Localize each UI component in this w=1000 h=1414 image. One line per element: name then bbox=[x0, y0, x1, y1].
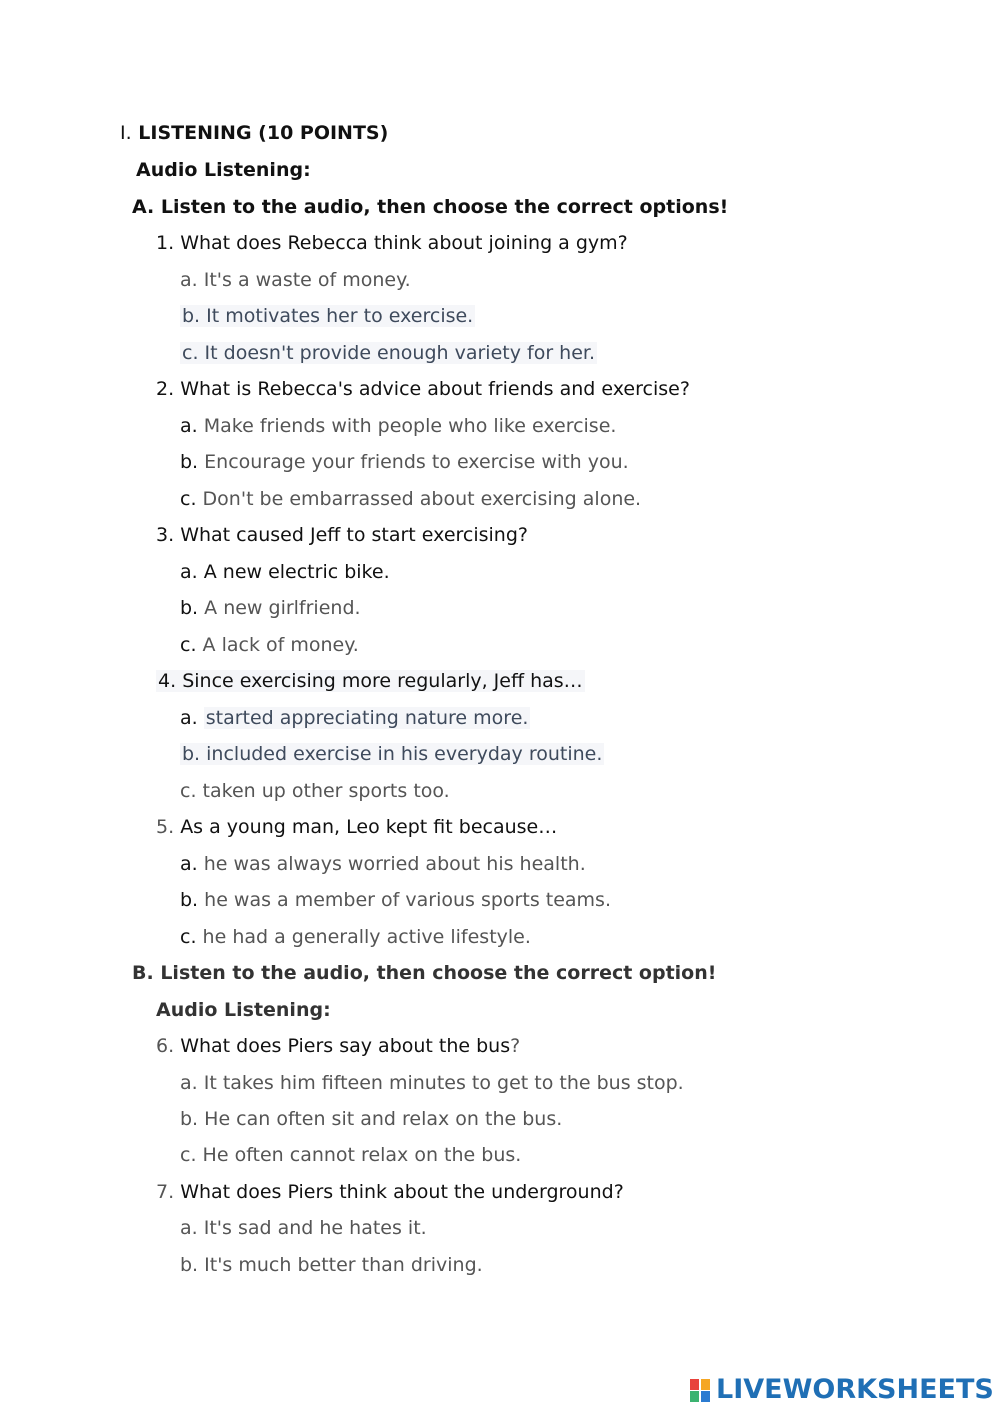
logo-mark-icon bbox=[690, 1377, 712, 1403]
part-b-instruction-line bbox=[132, 961, 716, 985]
part-a-letter: A. bbox=[132, 196, 155, 218]
option-3b[interactable]: b. A new girlfriend. bbox=[180, 597, 361, 619]
option-4a[interactable]: a. started appreciating nature more. bbox=[180, 707, 529, 729]
option-2b[interactable]: b. Encourage your friends to exercise with you. bbox=[180, 451, 629, 473]
option-2a[interactable]: a. Make friends with people who like exercise. bbox=[180, 415, 617, 437]
question-number: 4. bbox=[158, 670, 177, 692]
option-5b[interactable]: b. he was a member of various sports teams. bbox=[180, 889, 611, 911]
option-1b[interactable]: b. It motivates her to exercise. bbox=[182, 305, 474, 327]
option-4b[interactable]: b. included exercise in his everyday routine. bbox=[182, 743, 603, 765]
question-text: What does Piers say about the bus bbox=[180, 1035, 511, 1057]
question-text: What does Rebecca think about joining a gym? bbox=[180, 232, 628, 254]
question-number: 3. bbox=[156, 524, 175, 546]
option-3c[interactable]: c. A lack of money. bbox=[180, 634, 359, 656]
question-6 bbox=[156, 1034, 520, 1058]
question-7 bbox=[156, 1180, 624, 1204]
option-2c[interactable]: c. Don't be embarrassed about exercising alone. bbox=[180, 488, 642, 510]
question-2 bbox=[156, 377, 690, 401]
question-text: What is Rebecca's advice about friends and exercise? bbox=[180, 378, 690, 400]
question-1 bbox=[156, 231, 628, 255]
question-number: 1. bbox=[156, 232, 175, 254]
option-1c[interactable]: c. It doesn't provide enough variety for her. bbox=[182, 342, 596, 364]
part-a-instruction: Listen to the audio, then choose the correct options! bbox=[160, 196, 729, 218]
question-text: As a young man, Leo kept fit because… bbox=[180, 816, 558, 838]
question-number: 5. bbox=[156, 816, 175, 838]
section-number: I. bbox=[120, 122, 132, 144]
part-b-instruction: Listen to the audio, then choose the correct option! bbox=[160, 962, 717, 984]
section-header bbox=[120, 121, 388, 145]
question-number: 7. bbox=[156, 1181, 175, 1203]
option-3a[interactable]: a. A new electric bike. bbox=[180, 561, 390, 583]
question-mark: ? bbox=[510, 1035, 521, 1057]
part-b-letter: B. bbox=[132, 962, 154, 984]
option-5c[interactable]: c. he had a generally active lifestyle. bbox=[180, 926, 531, 948]
question-number: 6. bbox=[156, 1035, 175, 1057]
question-number: 2. bbox=[156, 378, 175, 400]
audio-label-b: Audio Listening: bbox=[156, 999, 331, 1021]
question-3 bbox=[156, 523, 528, 547]
question-5 bbox=[156, 815, 557, 839]
part-a-instruction-line bbox=[132, 195, 728, 219]
question-text: Since exercising more regularly, Jeff has… bbox=[182, 670, 583, 692]
option-7b[interactable]: b. It's much better than driving. bbox=[180, 1254, 483, 1276]
option-6a[interactable]: a. It takes him fifteen minutes to get to the bus stop. bbox=[180, 1072, 684, 1094]
audio-label-a: Audio Listening: bbox=[136, 159, 311, 181]
section-title: LISTENING (10 POINTS) bbox=[138, 122, 389, 144]
option-6b[interactable]: b. He can often sit and relax on the bus. bbox=[180, 1108, 563, 1130]
question-4 bbox=[156, 669, 585, 693]
logo-text: LIVEWORKSHEETS bbox=[716, 1374, 994, 1405]
liveworksheets-logo[interactable] bbox=[690, 1374, 994, 1406]
option-6c[interactable]: c. He often cannot relax on the bus. bbox=[180, 1144, 522, 1166]
question-text: What caused Jeff to start exercising? bbox=[180, 524, 528, 546]
question-text: What does Piers think about the underground? bbox=[180, 1181, 624, 1203]
option-5a[interactable]: a. he was always worried about his health. bbox=[180, 853, 586, 875]
option-4c[interactable]: c. taken up other sports too. bbox=[180, 780, 450, 802]
option-1a[interactable]: a. It's a waste of money. bbox=[180, 269, 411, 291]
option-7a[interactable]: a. It's sad and he hates it. bbox=[180, 1217, 427, 1239]
